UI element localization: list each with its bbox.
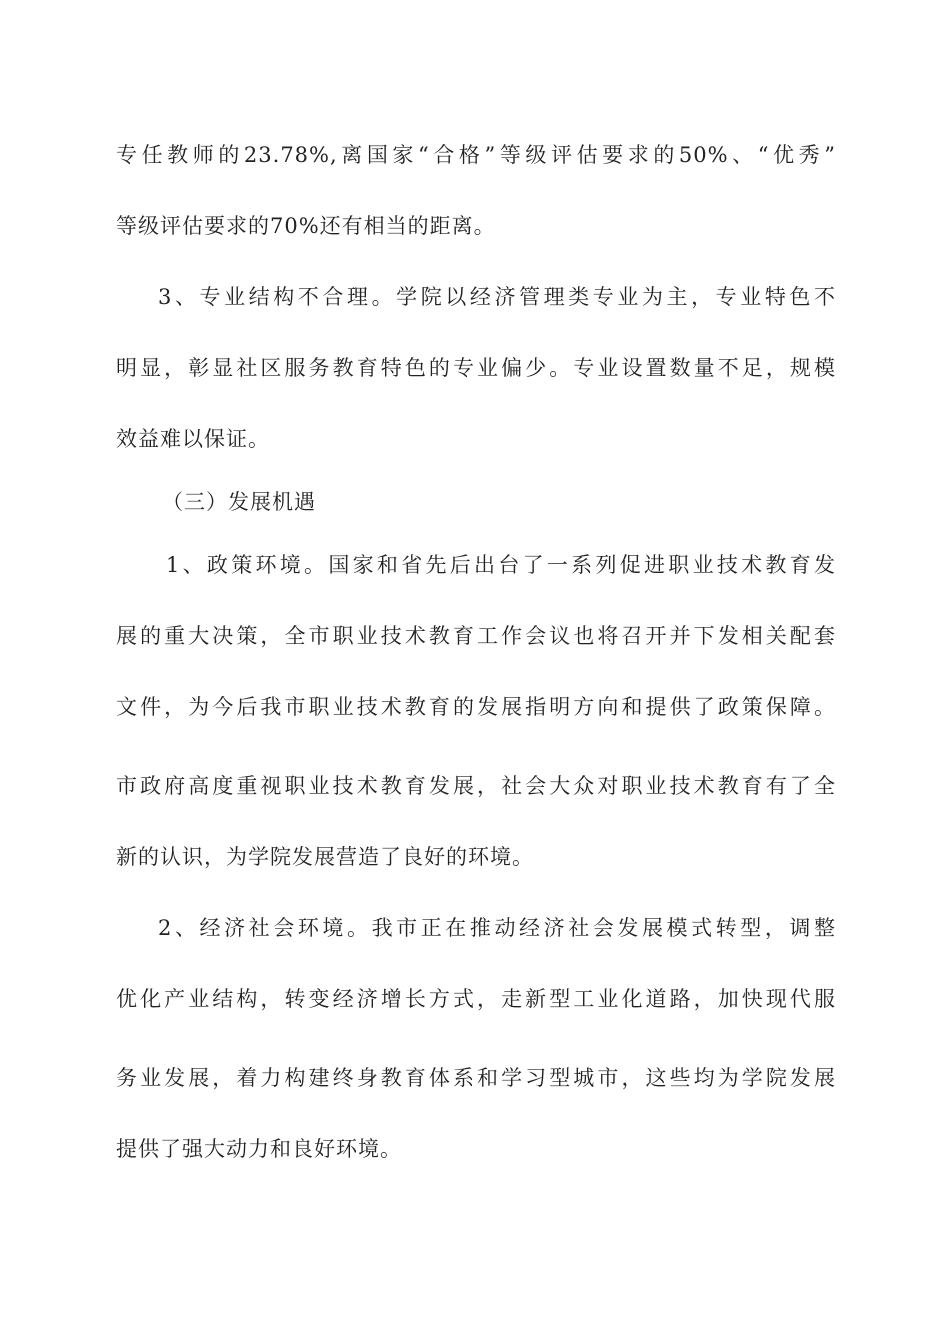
section-heading: （三）发展机遇 [162,490,316,514]
paragraph-line: 效益难以保证。 [116,427,270,451]
paragraph-line: 优化产业结构，转变经济增长方式，走新型工业化道路，加快现代服 [116,987,836,1011]
paragraph-line: 3、专业结构不合理。学院以经济管理类专业为主，专业特色不 [158,285,836,309]
paragraph-line: 展的重大决策，全市职业技术教育工作会议也将召开并下发相关配套 [116,624,836,648]
paragraph-line: 2、经济社会环境。我市正在推动经济社会发展模式转型，调整 [158,916,836,940]
paragraph-line: 务业发展，着力构建终身教育体系和学习型城市，这些均为学院发展 [116,1066,836,1090]
paragraph-line: 专任教师的23.78%,离国家“合格”等级评估要求的50%、“优秀” [116,143,836,167]
paragraph-line: 明显，彰显社区服务教育特色的专业偏少。专业设置数量不足，规模 [116,356,836,380]
paragraph-line: 文件，为今后我市职业技术教育的发展指明方向和提供了政策保障。 [116,695,836,719]
paragraph-line: 等级评估要求的70%还有相当的距离。 [116,214,496,238]
paragraph-line: 新的认识，为学院发展营造了良好的环境。 [116,845,534,869]
paragraph-line: 提供了强大动力和良好环境。 [116,1137,402,1161]
paragraph-line: 1、政策环境。国家和省先后出台了一系列促进职业技术教育发 [166,553,836,577]
paragraph-line: 市政府高度重视职业技术教育发展，社会大众对职业技术教育有了全 [116,774,836,798]
